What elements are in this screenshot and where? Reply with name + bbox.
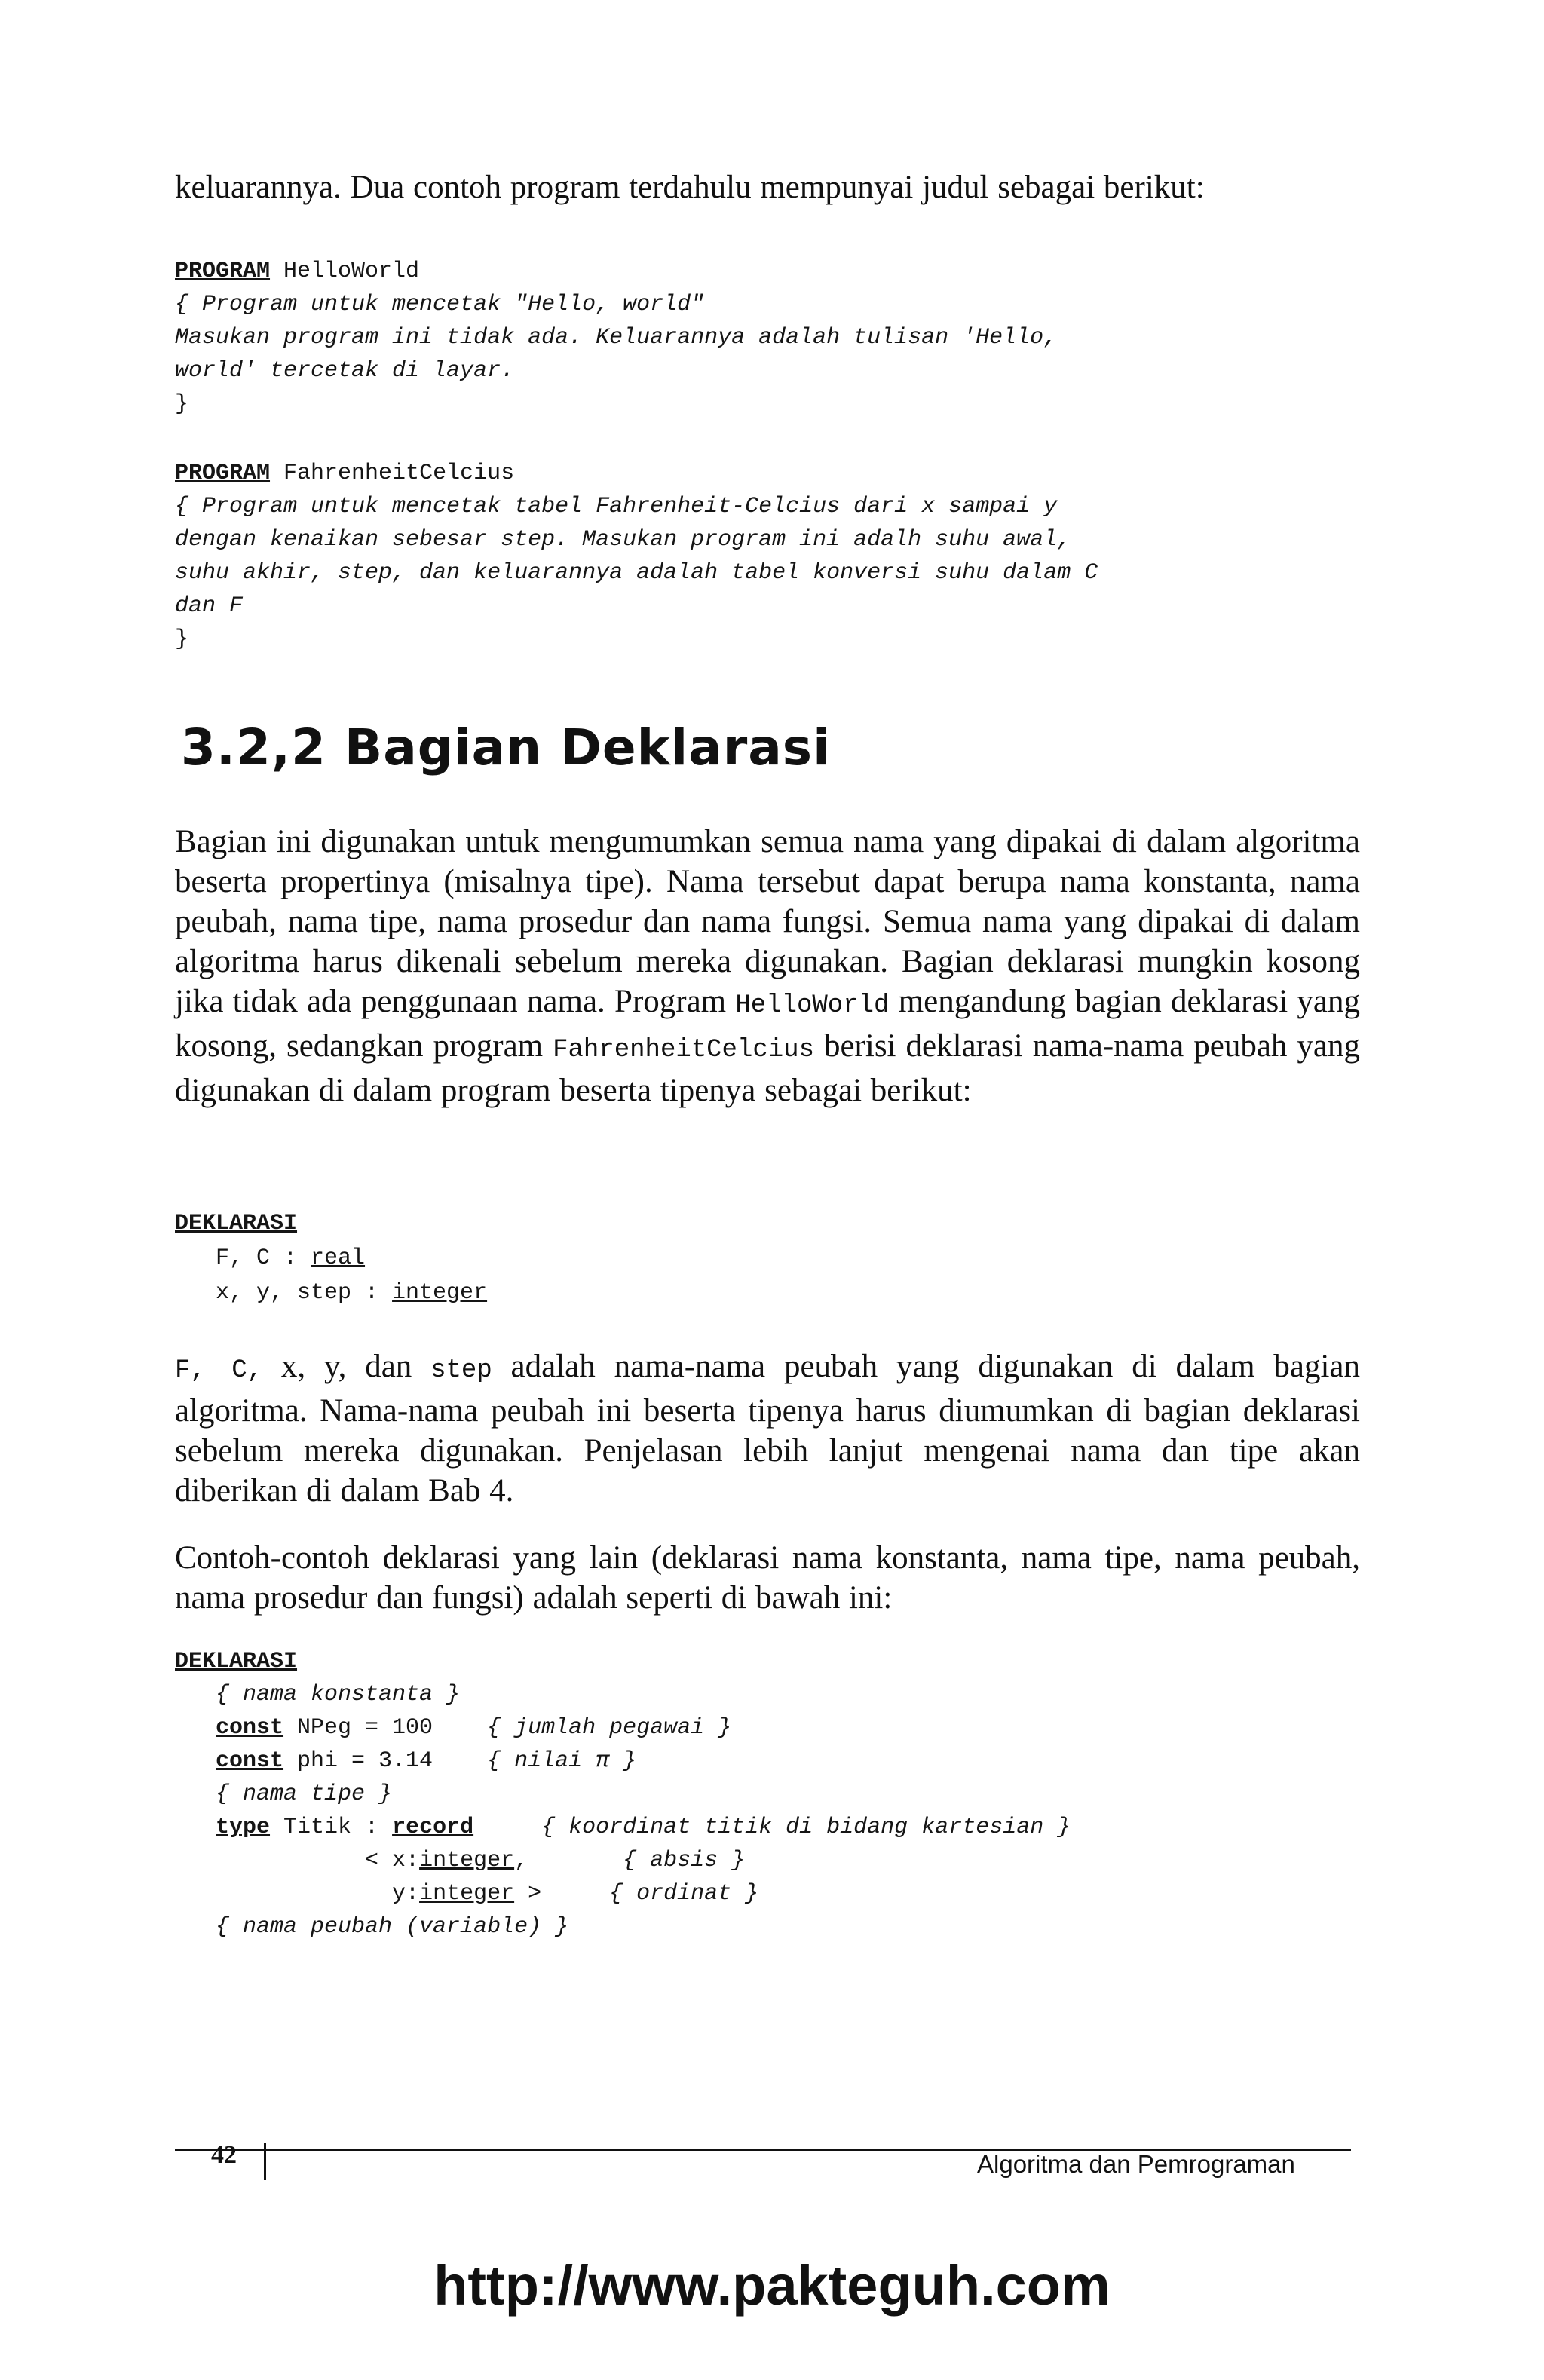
book-title: Algoritma dan Pemrograman: [977, 2150, 1295, 2178]
code-comment: { nama konstanta }: [175, 1682, 461, 1708]
code-text: >: [514, 1881, 542, 1907]
watermark-url: http://www.pakteguh.com: [433, 2254, 1111, 2317]
code-block-examples: [175, 1645, 1366, 1944]
text-run: Bagian ini digunakan untuk mengumumkan semua nama yang dipakai di dalam algoritma beserta propertinya (misalnya tipe). Nama tersebut dapat berupa nama konstanta, nama peubah, nama tipe, nama prosedur dan nama fungsi. Semua nama yang dipakai di dalam algoritma harus dikenali sebelum mereka digunakan. Bagian deklarasi mungkin kosong jika tidak ada penggunaan nama. Program: [175, 824, 1360, 1019]
program-name: FahrenheitCelcius: [270, 461, 515, 486]
code-comment-line: Masukan program ini tidak ada. Keluarannya adalah tulisan 'Hello,: [175, 325, 1058, 351]
code-comment-line: suhu akhir, step, dan keluarannya adalah tabel konversi suhu dalam C: [175, 560, 1098, 586]
code-block-declaration: [175, 1206, 1366, 1310]
code-block-helloworld: [175, 255, 1366, 421]
code-text: Titik :: [270, 1815, 393, 1840]
code-comment-close: }: [175, 391, 189, 417]
program-keyword: PROGRAM: [175, 461, 271, 486]
code-comment: { koordinat titik di bidang kartesian }: [473, 1815, 1071, 1840]
deklarasi-keyword: DEKLARASI: [175, 1211, 298, 1236]
code-comment-line: dengan kenaikan sebesar step. Masukan program ini adalh suhu awal,: [175, 527, 1071, 553]
type-keyword: integer: [419, 1848, 515, 1873]
code-comment-line: world' tercetak di layar.: [175, 358, 515, 384]
type-keyword: integer: [392, 1280, 488, 1306]
intro-paragraph: keluarannya. Dua contoh program terdahulu mempunyai judul sebagai berikut:: [175, 170, 1205, 205]
code-comment: { absis }: [528, 1848, 746, 1873]
text-run: mengandung bagian deklarasi yang kosong, sedangkan program: [175, 984, 1360, 1064]
deklarasi-keyword: DEKLARASI: [175, 1649, 298, 1674]
inline-code: FahrenheitCelcius: [553, 1036, 814, 1064]
text-run: adalah nama-nama peubah yang digunakan di dalam bagian algoritma. Nama-nama peubah ini beserta tipenya harus diumumkan di bagian deklarasi sebelum mereka digunakan. Penjelasan lebih lanjut mengenai nama dan tipe akan diberikan di dalam Bab 4.: [175, 1349, 1360, 1509]
code-comment-line: { Program untuk mencetak "Hello, world": [175, 292, 705, 317]
examples-paragraph: Contoh-contoh deklarasi yang lain (deklarasi nama konstanta, nama tipe, nama peubah, nama prosedur dan fungsi) adalah seperti di bawah ini:: [175, 1540, 1360, 1616]
code-comment: { nilai π }: [487, 1748, 637, 1774]
code-comment-close: }: [175, 626, 189, 652]
footer-divider: [264, 2143, 266, 2180]
code-text: NPeg = 100: [283, 1715, 488, 1741]
code-comment-line: dan F: [175, 593, 244, 619]
inline-code: step: [430, 1356, 492, 1385]
code-text: ,: [514, 1848, 528, 1873]
section-heading: 3.2,2 Bagian Deklarasi: [181, 718, 831, 776]
variables-paragraph: [175, 1346, 1360, 1511]
text-run: x, y, dan: [262, 1349, 431, 1384]
code-block-fahrenheit: [175, 457, 1366, 656]
code-comment-line: { Program untuk mencetak tabel Fahrenheit-Celcius dari x sampai y: [175, 494, 1058, 519]
const-keyword: const: [216, 1715, 284, 1741]
code-comment: { ordinat }: [541, 1881, 759, 1907]
const-keyword: const: [216, 1748, 284, 1774]
record-keyword: record: [392, 1815, 474, 1840]
declaration-paragraph: [175, 822, 1360, 1110]
code-text: F, C :: [175, 1245, 311, 1271]
code-comment: { jumlah pegawai }: [487, 1715, 732, 1741]
inline-code: HelloWorld: [735, 991, 890, 1020]
code-text: < x:: [175, 1848, 420, 1873]
type-keyword: integer: [419, 1881, 515, 1907]
program-name: HelloWorld: [270, 259, 420, 284]
type-keyword: type: [216, 1815, 271, 1840]
code-comment: { nama tipe }: [175, 1781, 393, 1807]
page-number: 42: [211, 2141, 237, 2169]
text-run: berisi deklarasi nama-nama peubah yang digunakan di dalam program beserta tipenya sebagai berikut:: [175, 1028, 1360, 1108]
code-text: x, y, step :: [175, 1280, 393, 1306]
inline-code: F, C,: [175, 1356, 263, 1385]
type-keyword: real: [311, 1245, 366, 1271]
code-text: y:: [175, 1881, 420, 1907]
code-text: phi = 3.14: [283, 1748, 488, 1774]
program-keyword: PROGRAM: [175, 259, 271, 284]
code-comment: { nama peubah (variable) }: [175, 1914, 569, 1940]
